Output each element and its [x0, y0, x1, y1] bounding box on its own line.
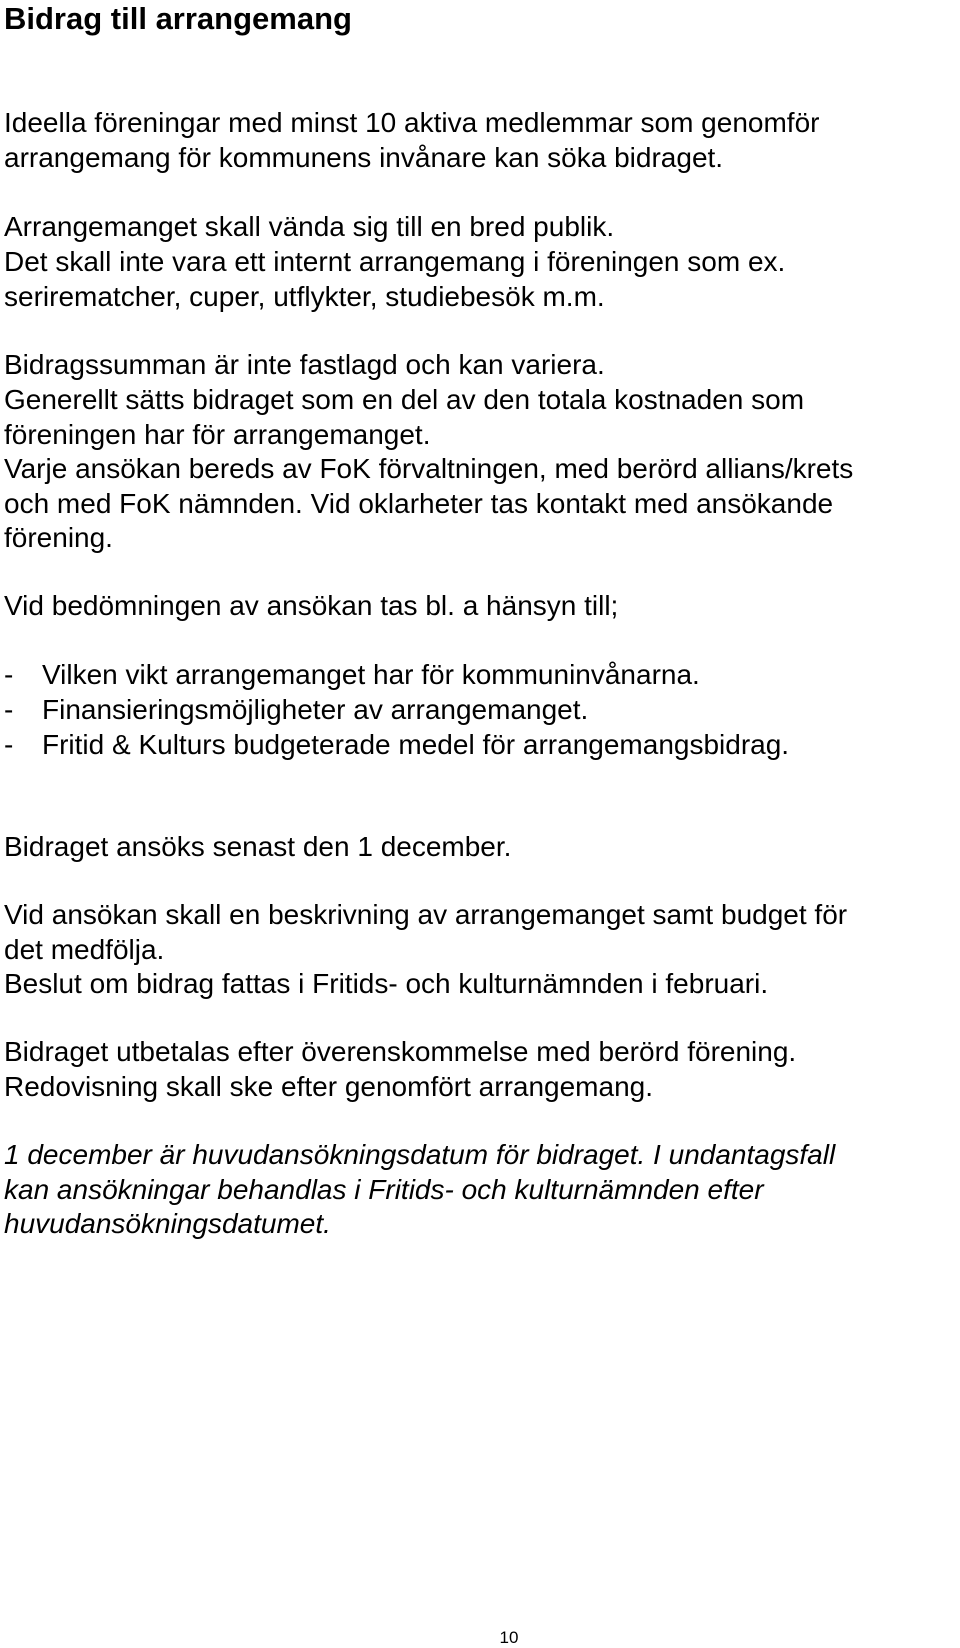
deadline-text: Bidraget ansöks senast den 1 december.	[4, 831, 512, 862]
application-line-2: det medfölja.	[4, 934, 165, 965]
amount-line-5: och med FoK nämnden. Vid oklarheter tas kontakt med ansökande	[4, 488, 834, 519]
amount-line-6: förening.	[4, 522, 113, 553]
page-number: 10	[499, 1628, 519, 1647]
dash-marker: -	[4, 729, 14, 760]
criteria-text: Finansieringsmöjligheter av arrangemanget.	[42, 694, 589, 725]
decision-line: Beslut om bidrag fattas i Fritids- och kulturnämnden i februari.	[4, 968, 769, 999]
assessment-intro: Vid bedömningen av ansökan tas bl. a hänsyn till;	[4, 590, 619, 621]
criteria-item	[4, 658, 700, 692]
audience-line-1: Arrangemanget skall vända sig till en bred publik.	[4, 211, 615, 242]
payment-line-1: Bidraget utbetalas efter överenskommelse med berörd förening.	[4, 1036, 797, 1067]
note-line-2: kan ansökningar behandlas i Fritids- och kulturnämnden efter	[4, 1174, 764, 1205]
payment-line-2: Redovisning skall ske efter genomfört arrangemang.	[4, 1071, 654, 1102]
page-title: Bidrag till arrangemang	[4, 1, 352, 36]
criteria-item	[4, 728, 789, 762]
intro-line-2: arrangemang för kommunens invånare kan söka bidraget.	[4, 142, 724, 173]
dash-marker: -	[4, 694, 14, 725]
intro-line-1: Ideella föreningar med minst 10 aktiva medlemmar som genomför	[4, 107, 820, 138]
audience-line-3: serirematcher, cuper, utflykter, studiebesök m.m.	[4, 281, 605, 312]
criteria-text: Fritid & Kulturs budgeterade medel för arrangemangsbidrag.	[42, 729, 790, 760]
application-line-1: Vid ansökan skall en beskrivning av arrangemanget samt budget för	[4, 899, 848, 930]
note-line-1: 1 december är huvudansökningsdatum för bidraget. I undantagsfall	[4, 1139, 836, 1170]
dash-marker: -	[4, 659, 14, 690]
amount-line-2: Generellt sätts bidraget som en del av den totala kostnaden som	[4, 384, 805, 415]
note-line-3: huvudansökningsdatumet.	[4, 1208, 331, 1239]
amount-line-3: föreningen har för arrangemanget.	[4, 419, 431, 450]
criteria-item	[4, 693, 588, 727]
amount-line-1: Bidragssumman är inte fastlagd och kan variera.	[4, 349, 605, 380]
audience-line-2: Det skall inte vara ett internt arrangemang i föreningen som ex.	[4, 246, 786, 277]
criteria-text: Vilken vikt arrangemanget har för kommuninvånarna.	[42, 659, 700, 690]
amount-line-4: Varje ansökan bereds av FoK förvaltningen, med berörd allians/krets	[4, 453, 854, 484]
